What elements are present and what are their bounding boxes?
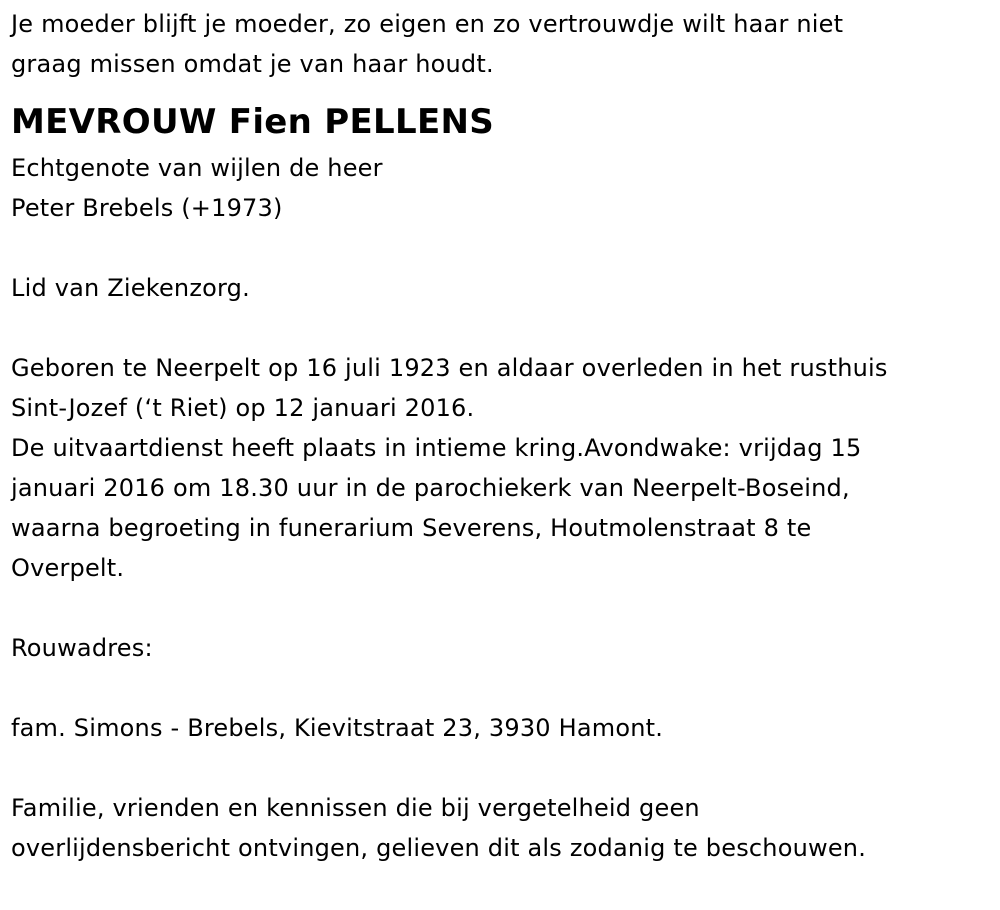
intro-line-2: graag missen omdat je van haar houdt.	[11, 50, 494, 78]
spacer	[11, 668, 991, 708]
spacer	[11, 308, 991, 348]
closing-note	[11, 788, 991, 868]
obituary-notice	[11, 4, 991, 868]
details-line-5: waarna begroeting in funerarium Severens, Houtmolenstraat 8 te	[11, 514, 812, 542]
details-line-4: januari 2016 om 18.30 uur in de parochiekerk van Neerpelt-Boseind,	[11, 474, 850, 502]
details-line-6: Overpelt.	[11, 554, 125, 582]
deceased-name-title: MEVROUW Fien PELLENS	[11, 102, 495, 142]
closing-line-1: Familie, vrienden en kennissen die bij vergetelheid geen	[11, 794, 700, 822]
birth-death-and-funeral-details	[11, 348, 991, 588]
spacer	[11, 748, 991, 788]
spacer	[11, 228, 991, 268]
spouse-line-2: Peter Brebels (+1973)	[11, 194, 283, 222]
details-line-2: Sint-Jozef (‘t Riet) op 12 januari 2016.	[11, 394, 475, 422]
spouse-line-1: Echtgenote van wijlen de heer	[11, 154, 383, 182]
intro-quote	[11, 4, 991, 84]
mourning-address-label: Rouwadres:	[11, 634, 153, 662]
closing-line-2: overlijdensbericht ontvingen, gelieven dit als zodanig te beschouwen.	[11, 834, 867, 862]
intro-line-1: Je moeder blijft je moeder, zo eigen en zo vertrouwdje wilt haar niet	[11, 10, 844, 38]
spacer	[11, 588, 991, 628]
spouse-info	[11, 148, 991, 228]
details-line-1: Geboren te Neerpelt op 16 juli 1923 en aldaar overleden in het rusthuis	[11, 354, 888, 382]
details-line-3: De uitvaartdienst heeft plaats in intieme kring.Avondwake: vrijdag 15	[11, 434, 862, 462]
mourning-address-value: fam. Simons - Brebels, Kievitstraat 23, 3930 Hamont.	[11, 714, 664, 742]
membership-text: Lid van Ziekenzorg.	[11, 274, 250, 302]
